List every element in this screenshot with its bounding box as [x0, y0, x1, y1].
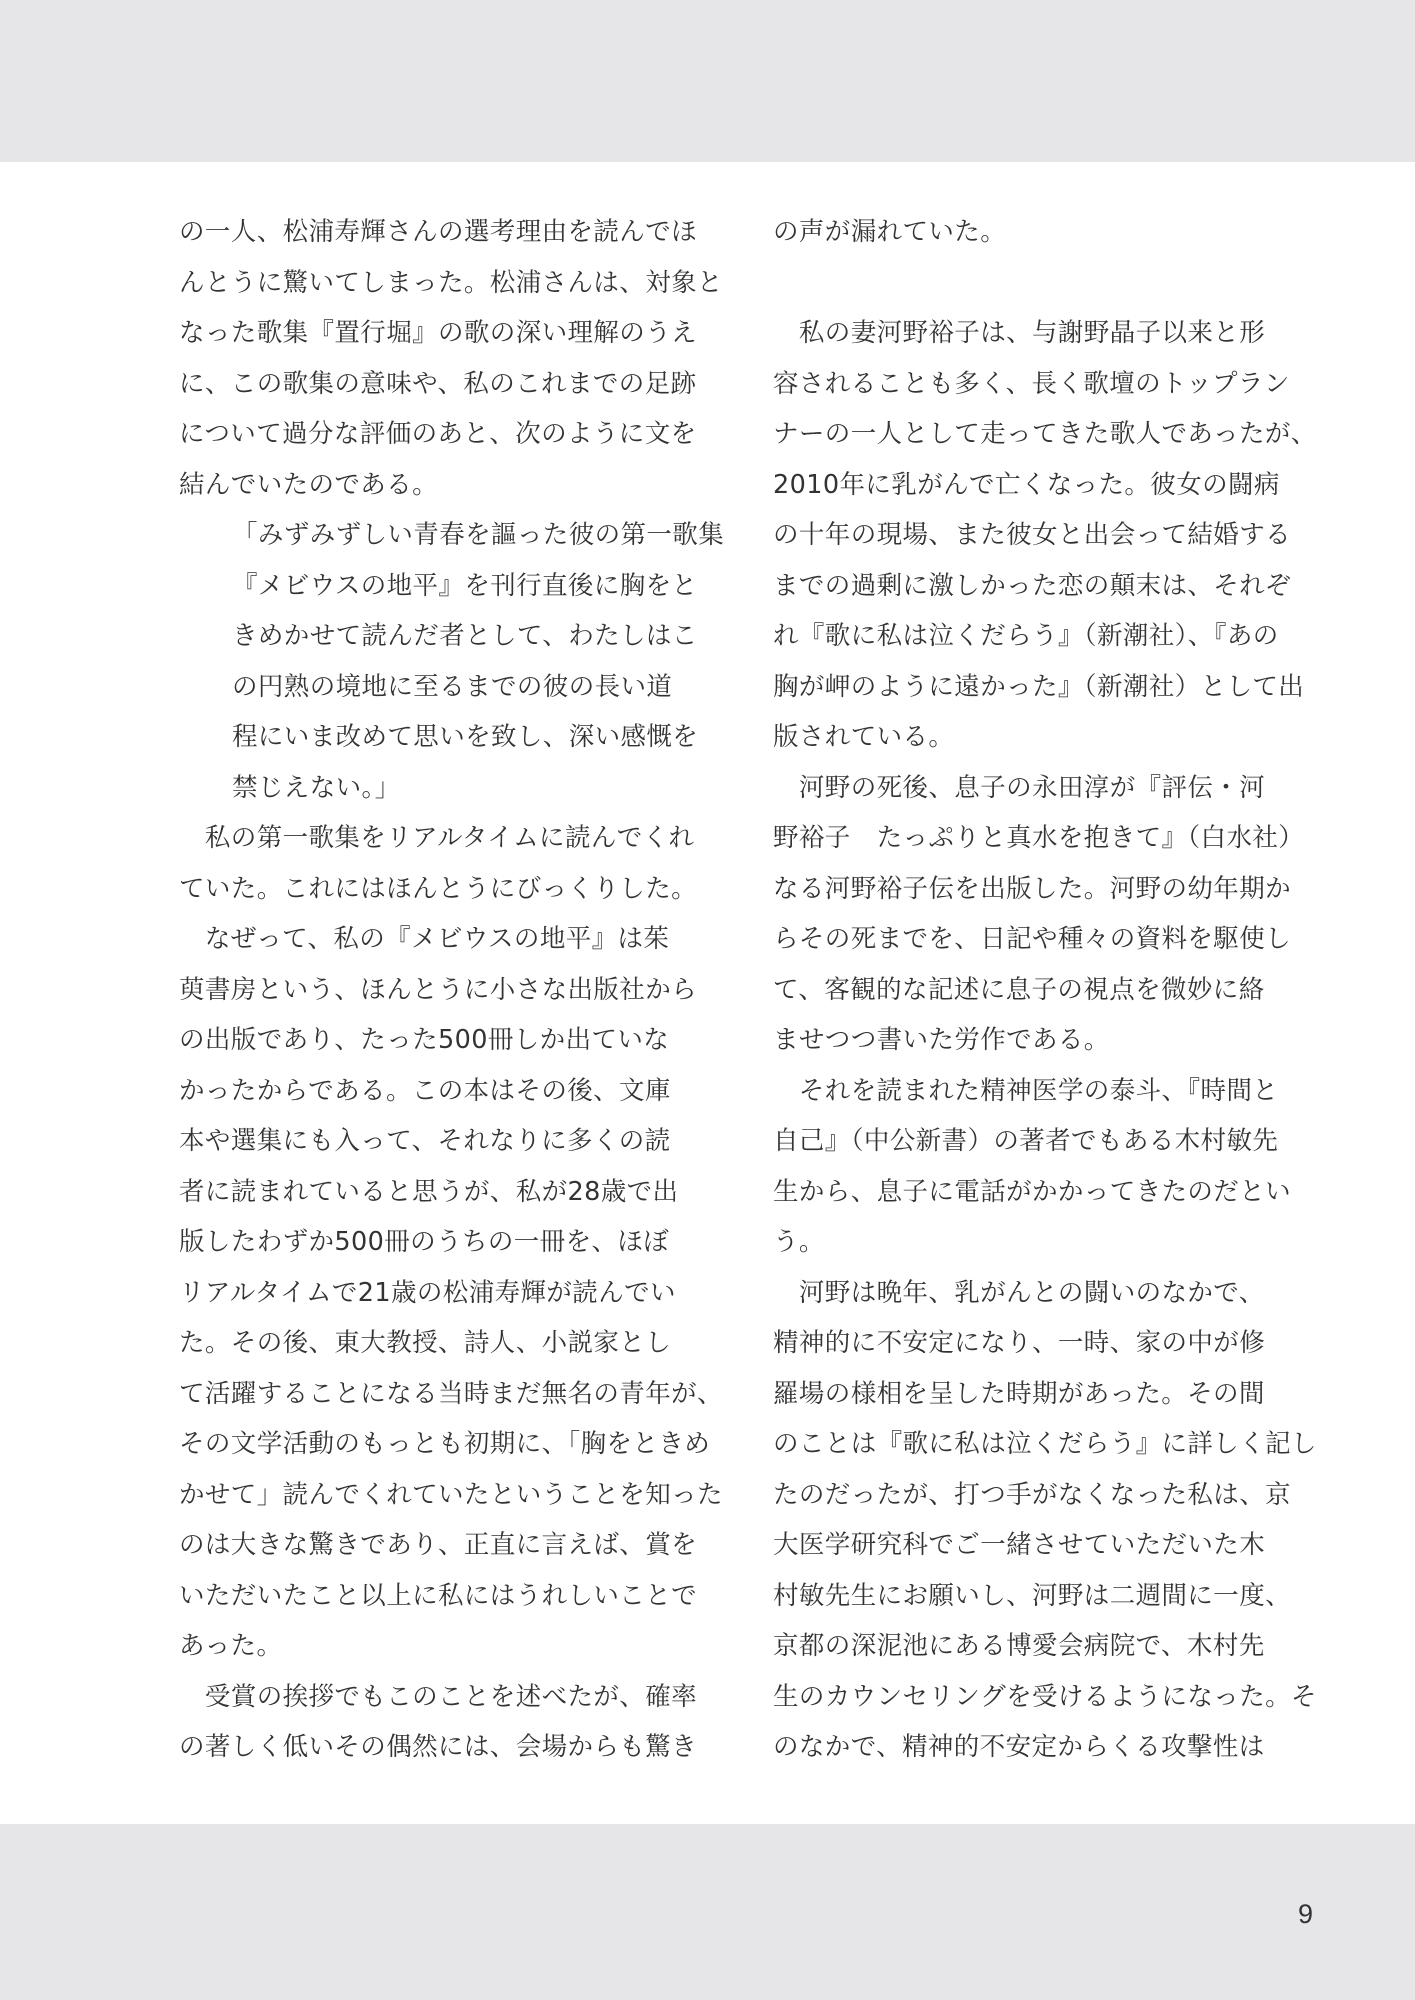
- text-line: なぜって、私の『メビウスの地平』は茱: [179, 924, 670, 954]
- text-line: までの過剰に激しかった恋の顛末は、それぞ: [773, 570, 1292, 601]
- text-line: 河野は晩年、乳がんとの闘いのなかで、: [773, 1277, 1265, 1308]
- left-text-column: [179, 207, 725, 1773]
- text-line: の出版であり、たった500冊しか出ていな: [179, 1025, 670, 1055]
- text-line: て活躍することになる当時まだ無名の青年が、: [179, 1378, 723, 1409]
- top-margin-band: [0, 0, 1415, 162]
- page-number: 9: [1298, 1899, 1314, 1929]
- quote-line: の円熟の境地に至るまでの彼の長い道: [232, 671, 673, 702]
- text-line: それを読まれた精神医学の泰斗、『時間と: [773, 1075, 1279, 1106]
- text-line: 村敏先生にお願いし、河野は二週間に一度、: [773, 1580, 1292, 1611]
- text-line: ていた。これにはほんとうにびっくりした。: [179, 873, 698, 904]
- text-line: 版したわずか500冊のうちの一冊を、ほぼ: [179, 1227, 670, 1257]
- text-line: について過分な評価のあと、次のように文を: [179, 419, 697, 449]
- text-line: 精神的に不安定になり、一時、家の中が修: [773, 1328, 1266, 1358]
- text-line: かせて」読んでくれていたということを知った: [179, 1479, 723, 1510]
- text-line: いただいたこと以上に私にはうれしいことで: [179, 1580, 698, 1611]
- text-line: 容されることも多く、長く歌壇のトップラン: [773, 368, 1290, 399]
- text-line: んとうに驚いてしまった。松浦さんは、対象と: [179, 267, 723, 298]
- text-line: のことは『歌に私は泣くだらう』に詳しく記し: [773, 1429, 1317, 1459]
- quote-line: きめかせて読んだ者として、わたしはこ: [232, 621, 698, 651]
- text-line: 2010年に乳がんで亡くなった。彼女の闘病: [773, 469, 1280, 500]
- text-line: かったからである。この本はその後、文庫: [179, 1075, 671, 1106]
- quote-line: 禁じえない。」: [232, 772, 401, 803]
- text-line: たのだったが、打つ手がなくなった私は、京: [773, 1479, 1292, 1510]
- text-line: なった歌集『置行堀』の歌の深い理解のうえ: [179, 318, 698, 348]
- text-line: 自己』（中公新書）の著者でもある木村敏先: [773, 1126, 1279, 1156]
- quote-line: 程にいま改めて思いを致し、深い感慨を: [232, 722, 699, 752]
- text-line: 本や選集にも入って、それなりに多くの読: [179, 1126, 671, 1156]
- text-line: リアルタイムで21歳の松浦寿輝が読んでい: [179, 1277, 676, 1308]
- text-line: れ『歌に私は泣くだらう』（新潮社）、『あの: [773, 621, 1279, 651]
- quote-line: 「みずみずしい青春を謳った彼の第一歌集: [232, 520, 725, 550]
- text-line: 萸書房という、ほんとうに小さな出版社から: [179, 974, 698, 1005]
- quote-line: 『メビウスの地平』を刊行直後に胸をと: [232, 570, 698, 601]
- text-line: て、客観的な記述に息子の視点を微妙に絡: [773, 974, 1265, 1005]
- text-line: のは大きな驚きであり、正直に言えば、賞を: [179, 1530, 698, 1560]
- text-line: 私の妻河野裕子は、与謝野晶子以来と形: [773, 318, 1266, 348]
- text-line: 受賞の挨拶でもこのことを述べたが、確率: [179, 1681, 698, 1712]
- text-line: らその死までを、日記や種々の資料を駆使し: [773, 924, 1292, 954]
- text-line: なる河野裕子伝を出版した。河野の幼年期か: [773, 873, 1292, 904]
- text-line: の十年の現場、また彼女と出会って結婚する: [773, 520, 1292, 550]
- text-line: その文学活動のもっとも初期に、「胸をときめ: [179, 1429, 711, 1459]
- text-line: 河野の死後、息子の永田淳が『評伝・河: [773, 772, 1266, 803]
- text-line: う。: [773, 1227, 825, 1257]
- text-line: 版されている。: [773, 722, 955, 752]
- text-line: [773, 258, 1313, 309]
- text-line: の声が漏れていた。: [773, 217, 1007, 247]
- text-line: あった。: [179, 1631, 283, 1661]
- right-text-column: [773, 207, 1317, 1773]
- text-line: 野裕子 たっぷりと真水を抱きて』（白水社）: [773, 823, 1305, 853]
- text-line: 私の第一歌集をリアルタイムに読んでくれ: [179, 823, 695, 853]
- text-line: 大医学研究科でご一緒させていただいた木: [773, 1530, 1266, 1560]
- text-line: 結んでいたのである。: [179, 469, 439, 500]
- text-line: 者に読まれていると思うが、私が28歳で出: [179, 1176, 679, 1207]
- text-line: 生から、息子に電話がかかってきたのだとい: [773, 1176, 1292, 1207]
- text-line: た。その後、東大教授、詩人、小説家とし: [179, 1328, 672, 1358]
- text-line: のなかで、精神的不安定からくる攻撃性は: [773, 1732, 1265, 1762]
- text-line: ませつつ書いた労作である。: [773, 1025, 1110, 1055]
- text-line: 京都の深泥池にある博愛会病院で、木村先: [773, 1631, 1265, 1661]
- bottom-margin-band: [0, 1824, 1415, 2000]
- text-line: 羅場の様相を呈した時期があった。その間: [773, 1378, 1265, 1409]
- text-line: に、この歌集の意味や、私のこれまでの足跡: [179, 368, 697, 399]
- text-line: 生のカウンセリングを受けるようになった。そ: [773, 1681, 1317, 1712]
- text-line: の一人、松浦寿輝さんの選考理由を読んでほ: [179, 217, 698, 247]
- text-line: ナーの一人として走ってきた歌人であったが、: [773, 419, 1317, 449]
- text-line: の著しく低いその偶然には、会場からも驚き: [179, 1732, 698, 1762]
- text-line: 胸が岬のように遠かった』（新潮社）として出: [773, 671, 1305, 702]
